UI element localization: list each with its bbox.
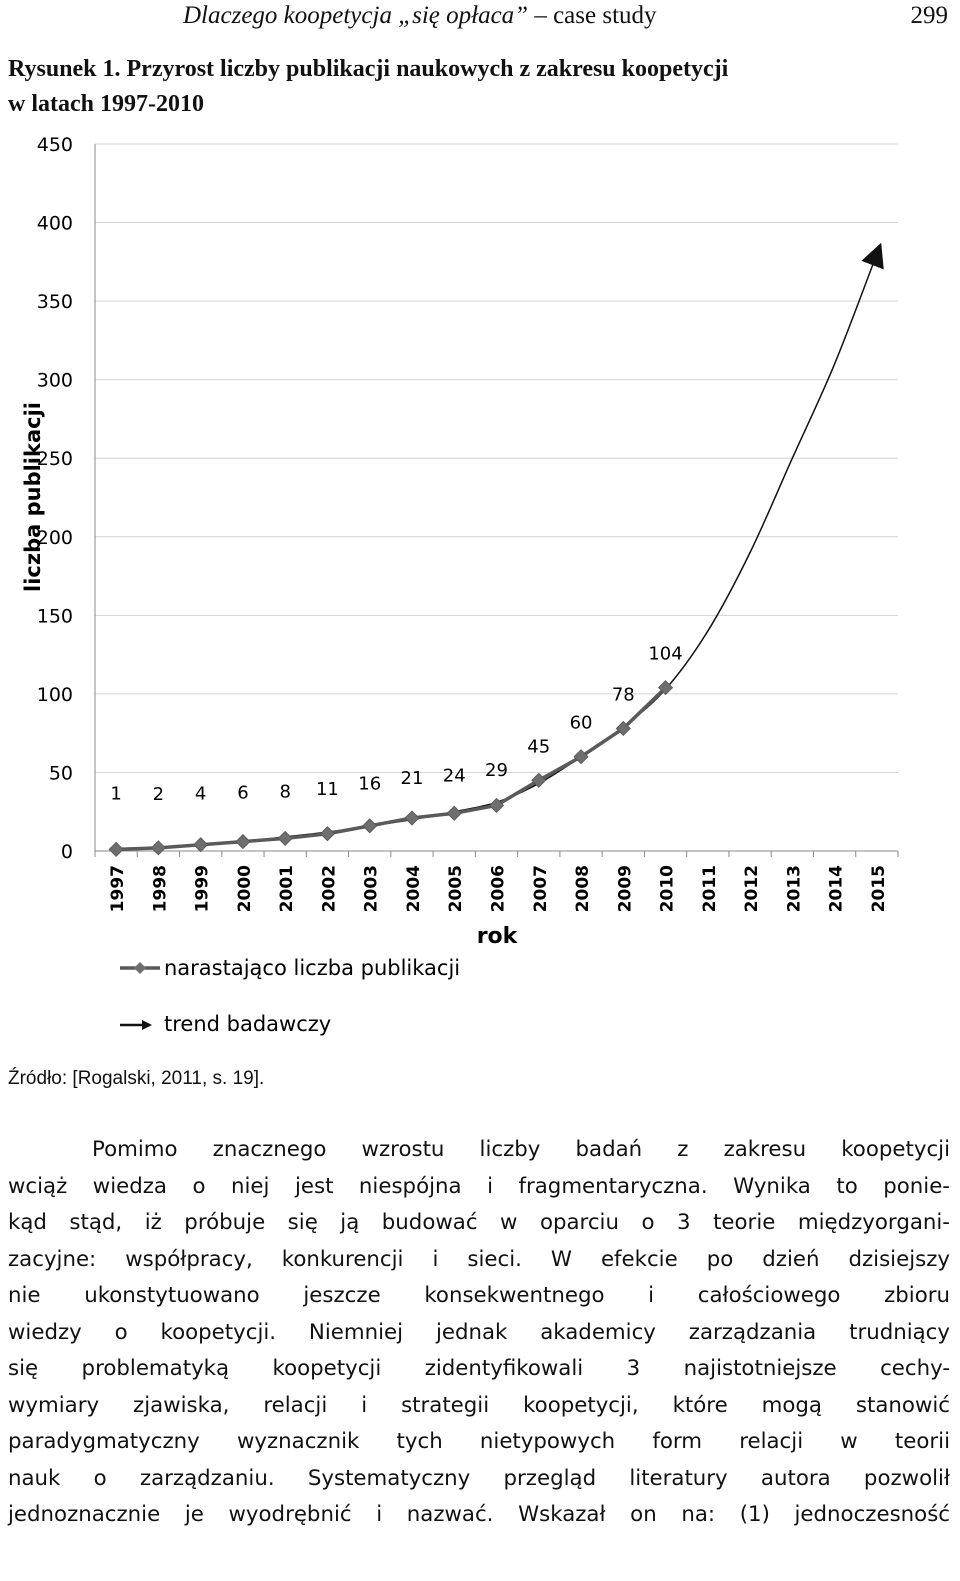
- x-tick-label: 2010: [657, 865, 678, 913]
- x-axis-title: rok: [476, 924, 518, 949]
- body-line: wiedzy o koopetycji. Niemniej jednak akademicy zarządzania trudniący: [8, 1319, 950, 1345]
- data-point-marker: [320, 827, 334, 841]
- x-tick-label: 2006: [488, 865, 509, 913]
- figure-caption-line-2: w latach 1997-2010: [8, 91, 204, 117]
- data-label: 24: [442, 765, 466, 787]
- page-number: 299: [910, 2, 948, 29]
- data-point-marker: [447, 806, 461, 820]
- chart-legend: [120, 956, 460, 1036]
- x-tick-label: 1999: [192, 865, 213, 913]
- data-label: 104: [648, 643, 683, 665]
- x-tick-label: 2011: [699, 865, 720, 913]
- data-point-marker: [363, 819, 377, 833]
- data-labels: [110, 644, 682, 806]
- data-point-marker: [194, 838, 208, 852]
- body-line: zacyjne: współpracy, konkurencji i sieci. W efekcie po dzień dzisiejszy: [8, 1246, 950, 1272]
- body-paragraph: [8, 1132, 950, 1534]
- data-point-marker: [405, 811, 419, 825]
- axes: [37, 134, 898, 912]
- x-tick-label: 2009: [615, 865, 636, 913]
- y-tick-label: 0: [60, 841, 73, 863]
- body-line: nie ukonstytuowano jeszcze konsekwentnego i całościowego zbioru: [8, 1283, 950, 1308]
- y-tick-label: 350: [36, 291, 73, 314]
- y-tick-label: 50: [48, 762, 73, 785]
- body-line: paradygmatyczny wyznacznik tych nietypowych form relacji w teorii: [8, 1429, 950, 1454]
- x-tick-label: 2003: [361, 865, 382, 913]
- x-tick-label: 1997: [108, 865, 129, 913]
- data-label: 16: [358, 773, 382, 795]
- y-tick-label: 400: [36, 212, 73, 235]
- y-tick-label: 250: [36, 448, 73, 471]
- data-point-marker: [278, 831, 292, 845]
- body-line: jednoznacznie je wyodrębnić i nazwać. Wskazał on na: (1) jednoczesność: [8, 1502, 950, 1527]
- body-line: wymiary zjawiska, relacji i strategii koopetycji, które mogą stanowić: [8, 1392, 950, 1418]
- body-line: się problematyką koopetycji zidentyfikowali 3 najistotniejsze cechy-: [8, 1356, 950, 1381]
- x-tick-label: 2012: [742, 865, 763, 913]
- y-tick-label: 300: [36, 369, 73, 392]
- body-line: wciąż wiedza o niej jest niespójna i fragmentaryczna. Wynika to ponie-: [8, 1173, 950, 1199]
- data-label: 45: [527, 736, 551, 758]
- body-line: nauk o zarządzaniu. Systematyczny przegląd literatury autora pozwolił: [8, 1465, 950, 1491]
- data-label: 1: [110, 783, 122, 805]
- grid-lines: [95, 144, 898, 851]
- x-tick-label: 2014: [826, 865, 847, 913]
- data-label: 2: [152, 784, 165, 806]
- running-title: Dlaczego koopetycja „się opłaca” – case study: [183, 2, 657, 29]
- x-tick-label: 2000: [234, 865, 255, 913]
- data-label: 21: [400, 768, 424, 790]
- y-tick-label: 150: [36, 605, 73, 628]
- x-tick-label: 2002: [319, 865, 340, 913]
- legend-label-cumulative: narastająco liczba publikacji: [164, 956, 461, 980]
- data-label: 8: [279, 781, 291, 803]
- x-tick-label: 2007: [530, 865, 551, 913]
- y-axis-title: liczba publikacji: [21, 402, 45, 592]
- body-line: Pomimo znacznego wzrostu liczby badań z zakresu koopetycji: [92, 1137, 950, 1162]
- data-label: 29: [485, 760, 508, 782]
- legend-item-cumulative: [120, 956, 460, 980]
- data-point-marker: [151, 841, 165, 855]
- data-label: 6: [237, 782, 249, 804]
- x-tick-label: 2015: [868, 865, 889, 913]
- y-tick-label: 200: [36, 526, 73, 549]
- legend-label-trend: trend badawczy: [164, 1012, 332, 1036]
- legend-item-trend: [120, 1012, 331, 1036]
- data-point-marker: [109, 842, 123, 856]
- x-tick-label: 2005: [446, 865, 467, 913]
- data-label: 4: [194, 783, 207, 805]
- x-tick-label: 2004: [403, 865, 424, 913]
- figure-caption-line-1: Rysunek 1. Przyrost liczby publikacji naukowych z zakresu koopetycji: [8, 56, 729, 82]
- x-tick-label: 2008: [573, 865, 594, 913]
- x-tick-label: 1998: [150, 865, 171, 913]
- body-line: kąd stąd, iż próbuje się ją budować w oparciu o 3 teorie międzyorgani-: [8, 1210, 950, 1235]
- data-label: 11: [315, 779, 339, 801]
- x-tick-label: 2013: [784, 865, 805, 913]
- y-tick-label: 450: [36, 134, 73, 156]
- data-label: 60: [569, 712, 593, 734]
- data-point-marker: [236, 835, 250, 849]
- x-tick-label: 2001: [277, 865, 298, 913]
- data-label: 78: [611, 684, 635, 706]
- y-tick-label: 100: [36, 683, 73, 706]
- figure-source: Źródło: [Rogalski, 2011, s. 19].: [8, 1068, 265, 1089]
